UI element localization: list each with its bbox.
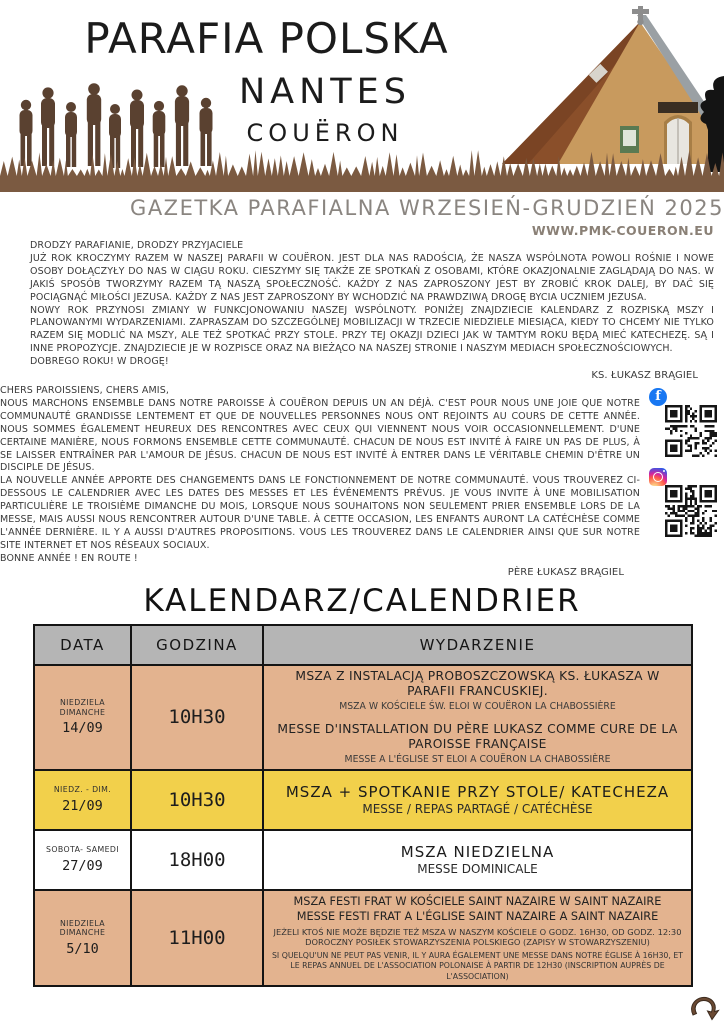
french-letter-section [0, 383, 724, 580]
table-row [35, 771, 691, 831]
date-value: 21/09 [62, 797, 103, 814]
day-label: NIEDZIELA DIMANCHE [59, 918, 106, 938]
date-cell [35, 771, 132, 831]
date-value: 27/09 [62, 857, 103, 874]
facebook-icon: f [649, 388, 667, 406]
facebook-qr-code [665, 405, 717, 457]
calendar-header-row [35, 626, 691, 666]
grass-strip [0, 146, 724, 192]
social-column [644, 383, 724, 537]
event-cell [264, 831, 691, 891]
time-cell [132, 666, 264, 771]
event-line: MSZA FESTI FRAT W KOŚCIELE SAINT NAZAIRE W SAINT NAZAIRE [293, 894, 662, 908]
french-paragraph-2: LA NOUVELLE ANNÉE APPORTE DES CHANGEMENTS DANS LE FONCTIONNEMENT DE NOTRE COMMUNAUTÉ. VOUS TROUVEREZ CI-DESSOUS LE CALENDRIER AVEC LES DATES DES MESSES ET LES ÉVÉNEMENTS PRÉVUS. JE VOUS INVITE À UNE MOBILISATION PARTICULIÈRE LE TROISIÈME DIMANCHE DU MOIS, LORSQUE NOUS SOUHAITONS NON SEULEMENT PRIER ENSEMBLE LORS DE LA MESSE, MAIS AUSSI NOUS RENCONTRER AUTOUR D'UNE TABLE. À CETTE OCCASION, LES ENFANTS AURONT LA CATÉCHÈSE COMME L'ANNÉE DERNIÈRE. IL Y A AUSSI D'AUTRES PROPOSITIONS. VOUS LES TROUVEREZ DANS LE CALENDRIER AINSI QUE SUR NOTRE SITE INTERNET ET NOS RÉSEAUX SOCIAUX. [0, 475, 640, 551]
instagram-icon [649, 468, 667, 486]
polish-letter [0, 238, 724, 383]
polish-paragraph-2: NOWY ROK PRZYNOSI ZMIANY W FUNKCJONOWANIU NASZEJ WSPÓLNOTY. PONIŻEJ ZNAJDZIECIE KALENDARZ Z ROZPISKĄ MSZY I PLANOWANYMI WYDARZENIAMI. ZAPRASZAM DO SZCZEGÓLNEJ MOBILIZACJI W TRZECIE NIEDZIELE MIESIĄCA, KIEDY TO CHCEMY NIE TYLKO RAZEM SIĘ MODLIĆ NA MSZY, ALE TEŻ SPOTKAĆ PRZY STOLE. PRZY TEJ OKAZJI DZIECI JAK W TAMTYM ROKU BĘDĄ MIEĆ KATECHEZĘ. SĄ I INNE PROPOZYCJE. ZNAJDZIECIE JE W ROZPISCE ORAZ NA BIEŻĄCO NA NASZEJ STRONIE I NASZYM MEDIACH SPOŁECZNOŚCIOWYCH. [30, 304, 714, 355]
time-cell [132, 831, 264, 891]
event-line: MSZA Z INSTALACJĄ PROBOSZCZOWSKĄ KS. ŁUKASZA W PARAFII FRANCUSKIEJ. [295, 668, 660, 699]
masthead-art [0, 0, 724, 192]
calendar-heading: KALENDARZ/CALENDRIER [143, 582, 581, 619]
event-note: SI QUELQU'UN NE PEUT PAS VENIR, IL Y AURA ÉGALEMENT UNE MESSE DANS NOTRE ÉGLISE À 16H30, ET LE REPAS ANNUEL DE L'ASSOCIATION POLONAISE À PARTIR DE 12H30 (INSCRIPTION AUPRÈS DE L'ASSOCIATION) [271, 951, 684, 981]
time-cell [132, 771, 264, 831]
column-header-godzina: GODZINA [132, 626, 264, 666]
date-cell [35, 666, 132, 771]
gazette-title: GAZETKA PARAFIALNA WRZESIEŃ-GRUDZIEŃ 2025 [130, 196, 724, 220]
event-line: MSZA W KOŚCIELE ŚW. ELOI W COUËRON LA CHABOSSIÈRE [339, 700, 616, 712]
time-value: 10H30 [168, 706, 226, 729]
instagram-qr-block [651, 473, 719, 537]
date-cell [35, 891, 132, 985]
day-label: NIEDZ. - DIM. [53, 785, 112, 795]
event-line: MSZA NIEDZIELNA [400, 842, 555, 861]
page-title: PARAFIA POLSKA [84, 14, 449, 63]
event-cell [264, 771, 691, 831]
date-cell [35, 831, 132, 891]
facebook-qr-block [651, 388, 719, 457]
event-line: MESSE D'INSTALLATION DU PÈRE LUKASZ COMME CURE DE LA PAROISSE FRANÇAISE [277, 721, 678, 752]
time-value: 10H30 [168, 788, 226, 811]
french-signature: PÈRE ŁUKASZ BRĄGIEL [507, 566, 624, 578]
table-row [35, 666, 691, 771]
calendar-table [33, 624, 693, 987]
website-url: WWW.PMK-COUERON.EU [531, 223, 714, 238]
french-closing: BONNE ANNÉE ! EN ROUTE ! [0, 552, 138, 564]
day-label: SOBOTA- SAMEDI [45, 845, 120, 855]
time-cell [132, 891, 264, 985]
instagram-qr-code [665, 485, 717, 537]
column-header-data: DATA [35, 626, 132, 666]
event-line: MESSE A L'ÉGLISE ST ELOI A COUËRON LA CHABOSSIÈRE [344, 753, 611, 765]
column-header-wydarzenie: WYDARZENIE [264, 626, 691, 666]
polish-closing: DOBREGO ROKU! W DROGĘ! [30, 356, 169, 368]
event-line: MESSE / REPAS PARTAGÉ / CATÉCHÈSE [362, 801, 593, 816]
page-city: COUËRON [246, 119, 404, 147]
day-label: NIEDZIELA DIMANCHE [59, 698, 106, 717]
event-note: JEŻELI KTOŚ NIE MOŻE BĘDZIE TEŻ MSZA W NASZYM KOŚCIELE O GODZ. 16H30, OD GODZ. 12:30 DOROCZNY POSIŁEK STOWARZYSZENIA POLSKIEGO (ZAPISY W STOWARZYSZENIU) [273, 926, 682, 948]
polish-paragraph-1: JUŻ ROK KROCZYMY RAZEM W NASZEJ PARAFII W COUËRON. JEST DLA NAS RADOŚCIĄ, ŻE NASZA WSPÓLNOTA POWOLI ROŚNIE I NOWE OSOBY DOŁĄCZYŁY DO NAS W CIĄGU ROKU. CIESZYMY SIĘ TAKŻE ZE SPOTKAŃ Z OSOBAMI, KTÓRE OKAZJONALNIE ZAGLĄDAJĄ DO NAS. W JAKIŚ SPOSÓB TWORZYMY RAZEM TĄ NASZĄ SPOŁECZNOŚĆ. KAŻDY Z NAS ZAPROSZONY JEST BY ZROBIĆ KROK DALEJ, BY DAĆ SIĘ POCIĄGNĄĆ MIŁOŚCI JEZUSA. KAŻDY Z NAS JEST ZAPROSZONY BY WCHODZIĆ NA PRAWDZIWĄ DROGĘ BYCIA UCZNIEM JEZUSA. [30, 252, 714, 303]
event-line: MSZA + SPOTKANIE PRZY STOLE/ KATECHEZA [285, 782, 670, 801]
masthead [0, 196, 724, 238]
time-value: 18H00 [168, 848, 226, 871]
polish-signature: KS. ŁUKASZ BRĄGIEL [591, 370, 698, 382]
french-paragraph-1: NOUS MARCHONS ENSEMBLE DANS NOTRE PAROISSE À COUËRON DEPUIS UN AN DÉJÀ. C'EST POUR NOUS UNE JOIE QUE NOTRE COMMUNAUTÉ GRANDISSE LENTEMENT ET QUE DE NOUVELLES PERSONNES NOUS ONT REJOINTS AU COURS DE CETTE ANNÉE. NOUS SOMMES ÉGALEMENT HEUREUX DES RENCONTRES AVEC CEUX QUI VIENNENT NOUS VOIR OCCASIONNELLEMENT. D'UNE CERTAINE MANIÈRE, NOUS FORMONS ENSEMBLE CETTE COMMUNAUTÉ. CHACUN DE NOUS EST INVITÉ À FAIRE UN PAS DE PLUS, À SE LAISSER ENTRAÎNER PAR L'AMOUR DE JÉSUS. CHACUN DE NOUS EST INVITÉ À ENTRER DANS LE VÉRITABLE CHEMIN D'ÊTRE UN DISCIPLE DE JÉSUS. [0, 397, 640, 474]
event-cell [264, 891, 691, 985]
table-row [35, 831, 691, 891]
table-row [35, 891, 691, 985]
polish-salutation: DRODZY PARAFIANIE, DRODZY PRZYJACIELE [30, 240, 244, 251]
time-value: 11H00 [168, 926, 226, 949]
date-value: 5/10 [66, 940, 99, 957]
event-line: MESSE FESTI FRAT A L'ÉGLISE SAINT NAZAIRE A SAINT NAZAIRE [296, 909, 659, 923]
event-cell [264, 666, 691, 771]
date-value: 14/09 [62, 720, 103, 737]
page-subtitle: NANTES [238, 72, 412, 112]
french-letter [0, 383, 644, 580]
french-salutation: CHERS PAROISSIENS, CHERS AMIS, [0, 384, 169, 396]
event-line: MESSE DOMINICALE [417, 861, 538, 876]
page-turn-arrow-icon [686, 992, 720, 1022]
